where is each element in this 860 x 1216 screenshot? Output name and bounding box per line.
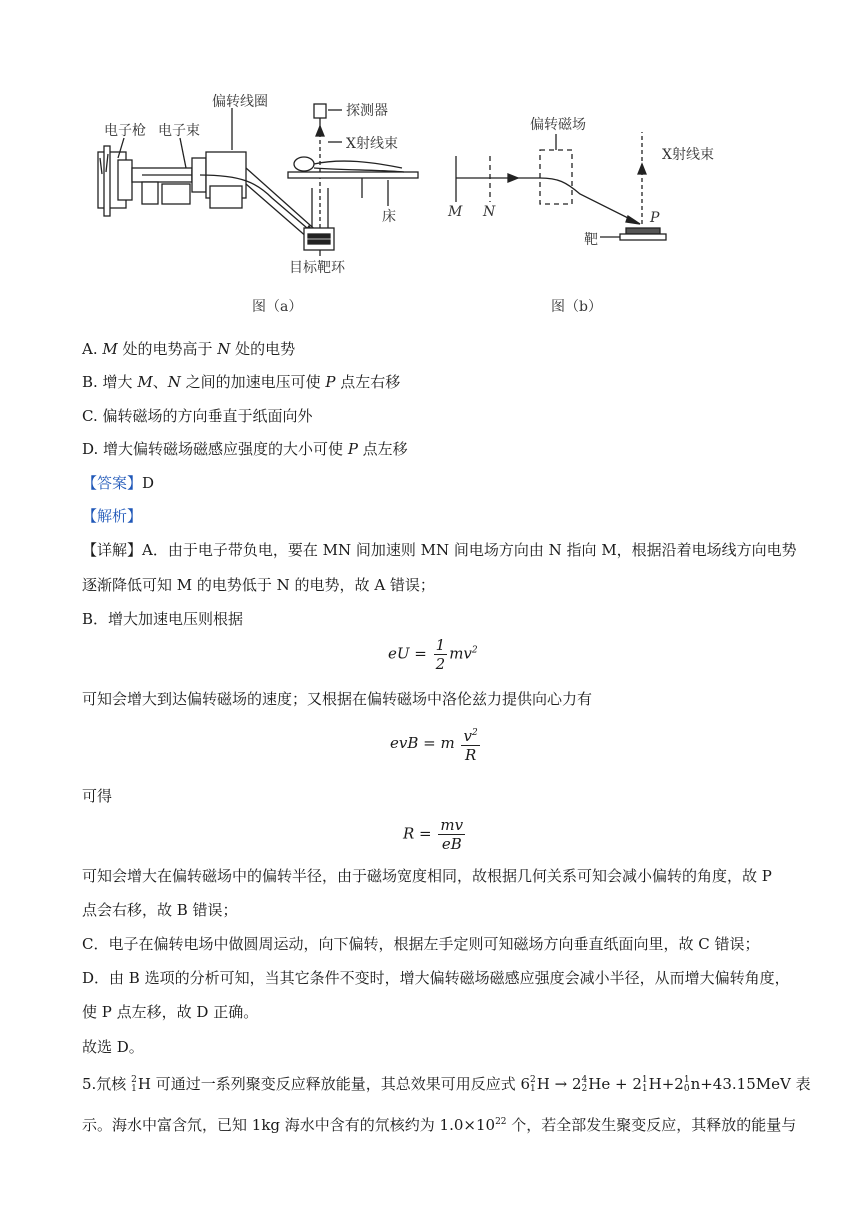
nuclide-h2 <box>530 1074 550 1094</box>
detail-text: A．由于电子带负电，要在 MN 间加速则 MN 间电场方向由 N 指向 M，根据沿着电场线方向电势 <box>142 541 797 559</box>
option-var: N <box>217 340 231 358</box>
fraction <box>434 636 448 673</box>
option-prefix: D. 增大偏转磁场磁感应强度的大小可使 <box>82 440 348 458</box>
option-prefix: A. <box>82 340 103 358</box>
frac-num: mv <box>440 816 464 834</box>
charge-number: 1 <box>641 1084 648 1094</box>
frac-den: eB <box>441 835 462 853</box>
detail-a-line1 <box>82 540 797 560</box>
equation-1 <box>388 636 478 673</box>
q5-text: 个，若全部发生聚变反应，其释放的能量与 <box>506 1116 797 1134</box>
mass-number: 2 <box>530 1075 536 1085</box>
label-electron-gun: 电子枪 <box>104 123 146 139</box>
element-symbol: H <box>137 1075 151 1093</box>
frac-den: 2 <box>435 655 446 673</box>
option-text: 、 <box>152 373 168 391</box>
nuclide-numbers <box>582 1076 588 1094</box>
charge-number: 0 <box>683 1084 690 1094</box>
answer-line <box>82 473 154 493</box>
option-text: 点左右移 <box>335 373 401 391</box>
eq-part: evB = m <box>390 734 455 752</box>
figure-a-caption: 图（a） <box>252 299 303 315</box>
mass-number: 2 <box>131 1075 137 1085</box>
option-prefix: B. 增大 <box>82 373 138 391</box>
option-var: M <box>102 340 118 358</box>
charge-number: 2 <box>581 1084 588 1094</box>
charge-number: 1 <box>530 1084 536 1094</box>
element-symbol: H <box>536 1075 550 1093</box>
q5-line2 <box>82 1112 796 1135</box>
option-d <box>82 439 408 459</box>
q5-text: 可通过一系列聚变反应释放能量，其总效果可用反应式 6 <box>155 1075 531 1093</box>
option-text: 之间的加速电压可使 <box>180 373 326 391</box>
nuclide-he4 <box>582 1074 611 1094</box>
exponent: 22 <box>495 1117 507 1127</box>
option-text: C. 偏转磁场的方向垂直于纸面向外 <box>82 407 313 425</box>
analysis-tag: 【解析】 <box>82 507 143 525</box>
option-c <box>82 406 312 426</box>
fraction <box>461 724 479 764</box>
label-target: 靶 <box>584 232 598 248</box>
answer-tag: 【答案】 <box>82 474 143 492</box>
label-bed: 床 <box>382 209 396 225</box>
nuclide-h1 <box>642 1074 662 1094</box>
detail-b-line4: 可知会增大在偏转磁场中的偏转半径，由于磁场宽度相同，故根据几何关系可知会减小偏转的角度，故 P <box>82 867 772 885</box>
fraction <box>438 816 465 853</box>
detail-b-line2: 可知会增大到达偏转磁场的速度；又根据在偏转磁场中洛伦兹力提供向心力有 <box>82 690 593 708</box>
detail-a-line2: 逐渐降低可知 M 的电势低于 N 的电势，故 A 错误； <box>82 576 435 594</box>
eq-part: eU = <box>388 644 427 663</box>
nuclide-n <box>684 1074 700 1094</box>
q5-text: +43.15MeV 表 <box>700 1075 811 1093</box>
detail-b-line3: 可得 <box>82 787 113 805</box>
label-deflection-field: 偏转磁场 <box>530 117 586 133</box>
nuclide-numbers <box>684 1076 690 1094</box>
nuclide-numbers <box>530 1076 536 1094</box>
q5-text: 5.氘核 <box>82 1075 127 1093</box>
label-target-ring: 目标靶环 <box>289 260 345 276</box>
label-m: M <box>448 204 463 220</box>
mass-number: 4 <box>581 1075 588 1085</box>
label-p: P <box>650 210 660 226</box>
option-var: P <box>347 440 358 458</box>
element-symbol: He <box>588 1075 611 1093</box>
equation-2 <box>390 724 482 764</box>
element-symbol: H <box>648 1075 662 1093</box>
option-a <box>82 339 295 359</box>
eq-part: mv <box>449 644 472 663</box>
nuclide-numbers <box>131 1076 137 1094</box>
label-deflection-coil: 偏转线圈 <box>212 94 268 110</box>
element-symbol: n <box>690 1075 701 1093</box>
conclusion: 故选 D。 <box>82 1038 144 1056</box>
detail-d-line1: D．由 B 选项的分析可知，当其它条件不变时，增大偏转磁场磁感应强度会减小半径，从而增大偏转角度， <box>82 969 790 987</box>
mass-number: 1 <box>641 1075 648 1085</box>
detail-tag: 【详解】 <box>82 541 143 559</box>
frac-den: R <box>464 746 477 764</box>
option-b <box>82 372 400 392</box>
figure-b-caption: 图（b） <box>551 299 602 315</box>
eq-part: R = <box>403 824 432 843</box>
charge-number: 1 <box>131 1084 137 1094</box>
eq-sup: 2 <box>471 645 478 656</box>
detail-c-line: C．电子在偏转电场中做圆周运动，向下偏转，根据左手定则可知磁场方向垂直纸面向里，故 C 错误； <box>82 935 760 953</box>
q5-line1 <box>82 1074 811 1094</box>
q5-text: +2 <box>661 1075 684 1093</box>
label-n: N <box>483 204 496 220</box>
label-xray-beam-a: X射线束 <box>346 136 398 152</box>
option-var: N <box>167 373 181 391</box>
label-xray-beam-b: X射线束 <box>662 147 714 163</box>
option-text: 处的电势 <box>230 340 296 358</box>
option-var: M <box>137 373 153 391</box>
equation-3 <box>403 816 467 853</box>
detail-b-line5: 点会右移，故 B 错误； <box>82 901 238 919</box>
eq-sup: 2 <box>471 728 478 738</box>
option-text: 点左移 <box>357 440 408 458</box>
eq-part: v <box>463 727 472 745</box>
nuclide-h2 <box>131 1074 151 1094</box>
q5-text: + 2 <box>610 1075 642 1093</box>
detail-d-line2: 使 P 点左移，故 D 正确。 <box>82 1003 259 1021</box>
answer-value: D <box>142 474 155 492</box>
nuclide-numbers <box>642 1076 648 1094</box>
label-electron-beam: 电子束 <box>158 123 200 139</box>
option-text: 处的电势高于 <box>117 340 218 358</box>
q5-text: → 2 <box>549 1075 582 1093</box>
detail-b-line1: B．增大加速电压则根据 <box>82 610 244 628</box>
frac-num <box>461 724 479 746</box>
mass-number: 1 <box>683 1075 690 1085</box>
label-detector: 探测器 <box>346 103 388 119</box>
q5-text: 示。海水中富含氘，已知 1kg 海水中含有的氘核约为 1.0×10 <box>82 1116 496 1134</box>
frac-num: 1 <box>435 636 446 654</box>
option-var: P <box>325 373 336 391</box>
